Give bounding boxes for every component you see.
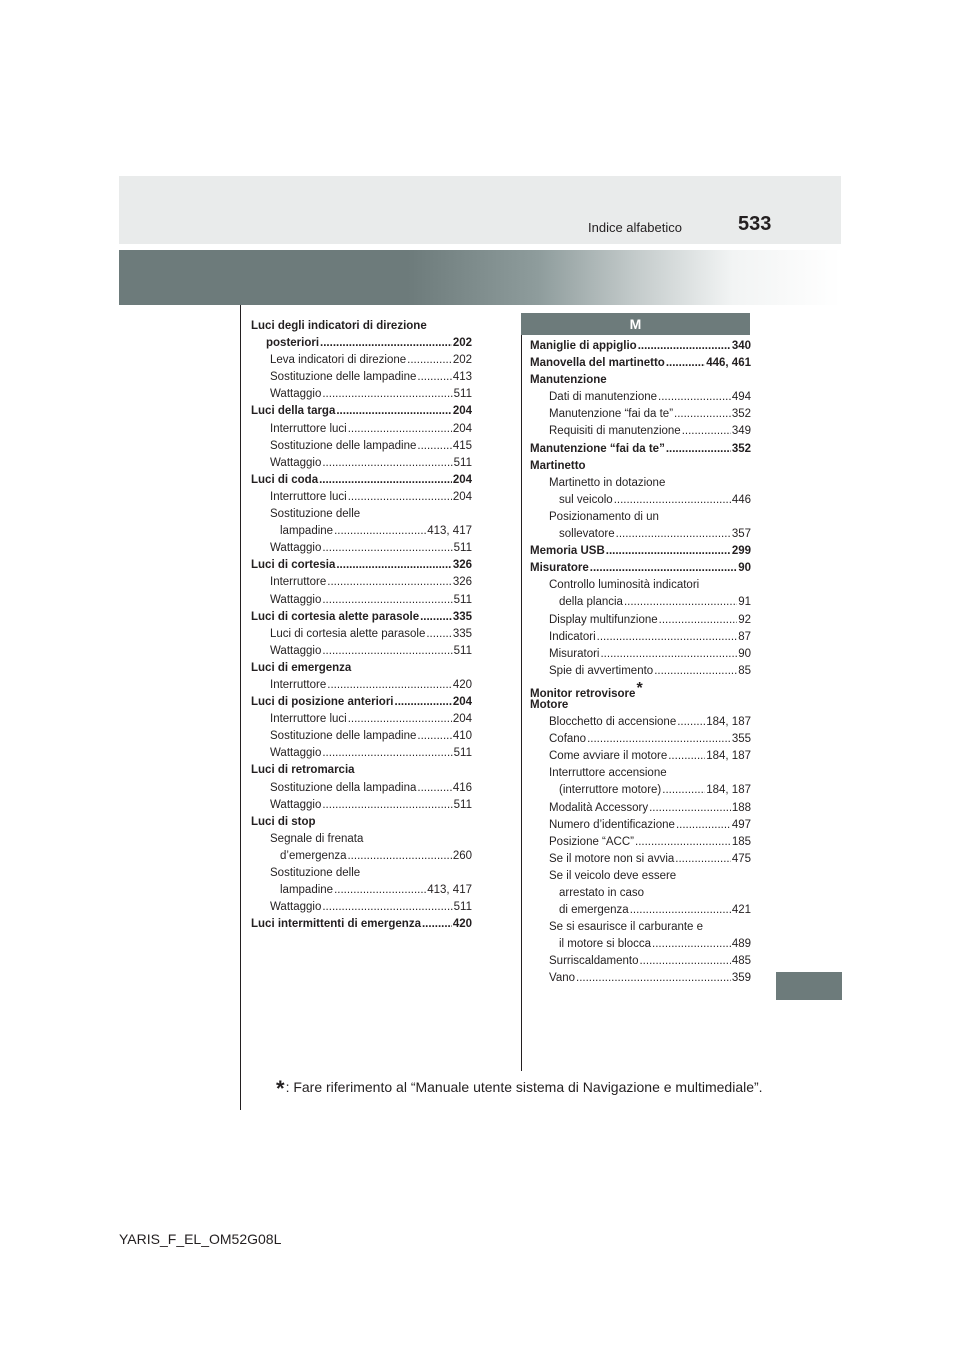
entry-text: Posizionamento di un — [549, 510, 659, 523]
entry-page-ref: 410 — [452, 730, 472, 743]
index-entry — [530, 970, 751, 987]
dot-leader — [420, 609, 452, 626]
index-column-right — [530, 338, 751, 988]
dot-leader — [676, 817, 731, 834]
dot-leader — [348, 489, 452, 506]
entry-text: Posizione “ACC” — [549, 835, 634, 848]
entry-page-ref: 92 — [738, 613, 751, 626]
index-entry — [530, 834, 751, 851]
index-entry — [530, 902, 751, 919]
entry-page-ref: 202 — [452, 354, 472, 367]
dot-leader — [417, 369, 451, 386]
entry-text: Cofano — [549, 733, 587, 746]
dot-leader — [624, 594, 737, 611]
entry-page-ref: 420 — [452, 678, 472, 691]
entry-text: Interruttore accensione — [549, 767, 667, 780]
entry-page-ref: 355 — [731, 733, 751, 746]
index-entry — [251, 506, 472, 523]
entry-text: Luci di cortesia alette parasole — [270, 627, 426, 640]
entry-page-ref: 184, 187 — [706, 784, 751, 797]
entry-text: Wattaggio — [270, 901, 322, 914]
entry-text: d’emergenza — [280, 849, 347, 862]
dot-leader — [327, 574, 452, 591]
entry-text: Manutenzione — [530, 374, 607, 387]
index-entry — [251, 694, 472, 711]
index-entry — [530, 441, 751, 458]
entry-text: Sostituzione delle — [270, 508, 361, 521]
index-entry — [251, 455, 472, 472]
index-entry — [251, 745, 472, 762]
dot-leader — [348, 421, 452, 438]
entry-page-ref: 357 — [731, 528, 751, 541]
entry-text: Monitor retrovisore — [530, 687, 636, 700]
index-entry — [251, 899, 472, 916]
entry-text: Luci degli indicatori di direzione — [251, 320, 427, 332]
entry-page-ref: 204 — [452, 696, 472, 709]
dot-leader — [649, 800, 731, 817]
dot-leader — [417, 438, 451, 455]
dot-leader — [322, 540, 452, 557]
entry-page-ref: 413, 417 — [427, 884, 472, 897]
entry-page-ref: 511 — [453, 542, 472, 555]
dot-leader — [614, 492, 731, 509]
index-entry — [251, 609, 472, 626]
entry-page-ref: 446, 461 — [706, 357, 751, 370]
index-entry — [530, 697, 751, 714]
entry-page-ref: 204 — [452, 713, 472, 726]
index-entry — [251, 677, 472, 694]
index-entry — [251, 728, 472, 745]
entry-page-ref: 202 — [452, 337, 472, 350]
entry-text: Interruttore — [270, 678, 327, 691]
dot-leader — [348, 711, 452, 728]
index-entry — [251, 762, 472, 779]
entry-text: Luci di posizione anteriori — [251, 696, 394, 709]
index-entry — [530, 338, 751, 355]
entry-text: Segnale di frenata — [270, 832, 364, 845]
index-entry — [251, 797, 472, 814]
entry-text: Maniglie di appiglio — [530, 340, 637, 352]
entry-text: Luci di retromarcia — [251, 764, 355, 777]
entry-text: Sostituzione delle lampadine — [270, 371, 417, 384]
index-entry — [251, 831, 472, 848]
index-entry — [530, 629, 751, 646]
dot-leader — [659, 612, 738, 629]
index-entry — [530, 817, 751, 834]
left-margin-rule — [240, 305, 241, 1110]
entry-text: Luci di cortesia — [251, 559, 336, 572]
dot-leader — [322, 455, 452, 472]
entry-page-ref: 90 — [738, 647, 751, 660]
entry-text: Sostituzione delle lampadine — [270, 730, 417, 743]
dot-leader — [652, 936, 731, 953]
entry-text: Dati di manutenzione — [549, 391, 658, 404]
index-entry — [530, 509, 751, 526]
entry-page-ref: 420 — [452, 918, 472, 931]
entry-page-ref: 349 — [731, 425, 751, 438]
entry-page-ref: 421 — [731, 904, 751, 917]
dot-leader — [322, 386, 452, 403]
entry-text: Sostituzione della lampadina — [270, 781, 417, 794]
entry-page-ref: 185 — [731, 835, 751, 848]
index-column-left — [251, 318, 472, 933]
section-title: Indice alfabetico — [588, 220, 682, 235]
index-entry — [251, 438, 472, 455]
entry-page-ref: 511 — [453, 456, 472, 469]
entry-text: Wattaggio — [270, 542, 322, 555]
entry-page-ref: 511 — [453, 901, 472, 914]
dot-leader — [322, 899, 452, 916]
entry-page-ref: 511 — [453, 644, 472, 657]
index-entry — [251, 386, 472, 403]
dot-leader — [407, 352, 452, 369]
entry-text: Interruttore luci — [270, 490, 347, 503]
index-entry — [251, 882, 472, 899]
entry-text: Interruttore — [270, 576, 327, 589]
column-divider — [521, 335, 522, 1071]
index-entry — [251, 780, 472, 797]
index-entry — [251, 403, 472, 420]
index-entry — [530, 748, 751, 765]
entry-text: lampadine — [280, 525, 334, 538]
entry-text: Manovella del martinetto — [530, 357, 665, 370]
index-entry — [530, 458, 751, 475]
footnote-star: * — [276, 1076, 285, 1101]
index-entry — [530, 526, 751, 543]
dot-leader — [597, 629, 738, 646]
entry-text: sollevatore — [559, 528, 615, 541]
entry-page-ref: 413 — [452, 371, 472, 384]
index-entry — [251, 814, 472, 831]
chapter-tab — [776, 972, 842, 1000]
entry-text: Se il veicolo deve essere — [549, 869, 677, 882]
index-entry — [530, 543, 751, 560]
index-entry — [530, 406, 751, 423]
index-entry — [530, 594, 751, 611]
entry-page-ref: 260 — [452, 849, 472, 862]
dot-leader — [654, 663, 737, 680]
entry-text: lampadine — [280, 884, 334, 897]
index-entry — [251, 626, 472, 643]
entry-page-ref: 489 — [731, 938, 751, 951]
index-entry — [251, 660, 472, 677]
index-entry — [251, 352, 472, 369]
entry-text: Luci di emergenza — [251, 661, 352, 674]
entry-text: Indicatori — [549, 630, 596, 643]
entry-text: Requisiti di manutenzione — [549, 425, 681, 438]
entry-text: Martinetto — [530, 459, 586, 472]
entry-text: Wattaggio — [270, 644, 322, 657]
dot-leader — [658, 389, 731, 406]
entry-page-ref: 511 — [453, 798, 472, 811]
dot-leader — [666, 355, 705, 372]
entry-text: Luci di coda — [251, 473, 319, 486]
entry-text: Luci di cortesia alette parasole — [251, 610, 420, 623]
dot-leader — [422, 916, 452, 933]
dot-leader — [417, 780, 451, 797]
entry-page-ref: 352 — [731, 442, 751, 455]
index-entry — [530, 560, 751, 577]
index-entry — [530, 765, 751, 782]
entry-page-ref: 352 — [731, 408, 751, 421]
entry-text: sul veicolo — [559, 493, 613, 506]
entry-page-ref: 511 — [453, 747, 472, 760]
dot-leader — [327, 677, 452, 694]
entry-text: Blocchetto di accensione — [549, 716, 677, 729]
dot-leader — [682, 423, 731, 440]
entry-text: (interruttore motore) — [559, 784, 662, 797]
entry-page-ref: 85 — [738, 664, 751, 677]
index-entry — [251, 557, 472, 574]
index-entry — [251, 916, 472, 933]
footer-document-code: YARIS_F_EL_OM52G08L — [119, 1231, 282, 1247]
dot-leader — [336, 403, 451, 420]
index-entry — [530, 868, 751, 885]
entry-text: Manutenzione “fai da te” — [549, 408, 674, 421]
index-entry — [530, 663, 751, 680]
entry-text: di emergenza — [559, 904, 629, 917]
index-entry — [251, 523, 472, 540]
index-entry — [530, 577, 751, 594]
index-entry — [530, 714, 751, 731]
entry-text: posteriori — [266, 337, 320, 350]
entry-page-ref: 326 — [452, 559, 472, 572]
entry-text: Manutenzione “fai da te” — [530, 442, 665, 455]
entry-text: Luci di stop — [251, 815, 316, 828]
index-entry — [251, 643, 472, 660]
entry-text: Interruttore luci — [270, 422, 347, 435]
dot-leader — [677, 714, 705, 731]
entry-page-ref: 415 — [452, 439, 472, 452]
dot-leader — [322, 592, 452, 609]
index-entry — [530, 492, 751, 509]
dot-leader — [639, 953, 730, 970]
entry-page-ref: 511 — [453, 593, 472, 606]
header-bar — [119, 176, 841, 244]
dot-leader — [606, 543, 731, 560]
entry-text: il motore si blocca — [559, 938, 652, 951]
dot-leader — [417, 728, 451, 745]
dot-leader — [675, 851, 731, 868]
index-entry — [251, 865, 472, 882]
entry-text: Spie di avvertimento — [549, 664, 654, 677]
dot-leader — [322, 745, 452, 762]
entry-page-ref: 204 — [452, 473, 472, 486]
entry-text: Misuratore — [530, 562, 589, 575]
footnote — [276, 1076, 763, 1102]
index-entry — [530, 646, 751, 663]
index-entry — [530, 612, 751, 629]
entry-page-ref: 91 — [738, 596, 751, 609]
entry-text: Luci della targa — [251, 405, 336, 418]
dot-leader — [638, 338, 731, 355]
index-entry — [530, 679, 751, 700]
entry-text: Vano — [549, 972, 576, 985]
entry-page-ref: 413, 417 — [427, 525, 472, 538]
index-entry — [251, 421, 472, 438]
entry-page-ref: 416 — [452, 781, 472, 794]
dot-leader — [668, 748, 705, 765]
dot-leader — [347, 848, 451, 865]
entry-page-ref: 335 — [452, 627, 472, 640]
dot-leader — [334, 523, 426, 540]
entry-text: Leva indicatori di direzione — [270, 354, 407, 367]
index-entry — [251, 335, 472, 352]
entry-page-ref: 446 — [731, 493, 751, 506]
index-entry — [251, 369, 472, 386]
dot-leader — [587, 731, 731, 748]
entry-text: arrestato in caso — [559, 887, 645, 899]
index-entry — [530, 389, 751, 406]
dot-leader — [322, 643, 452, 660]
page-number: 533 — [738, 213, 772, 235]
footnote-reference-star: * — [636, 679, 643, 697]
dot-leader — [334, 882, 426, 899]
entry-text: Modalità Accessory — [549, 801, 649, 814]
index-entry — [530, 372, 751, 389]
index-entry — [251, 540, 472, 557]
entry-text: Come avviare il motore — [549, 750, 668, 763]
entry-page-ref: 204 — [452, 490, 472, 503]
entry-text: Se il motore non si avvia — [549, 852, 675, 865]
index-entry — [530, 953, 751, 970]
entry-text: Wattaggio — [270, 798, 322, 811]
entry-page-ref: 494 — [731, 391, 751, 404]
entry-text: Misuratori — [549, 647, 600, 660]
entry-page-ref: 188 — [731, 801, 751, 814]
index-entry — [530, 782, 751, 799]
dot-leader — [576, 970, 731, 987]
entry-text: Controllo luminosità indicatori — [549, 579, 700, 592]
entry-page-ref: 497 — [731, 818, 751, 831]
entry-text: Wattaggio — [270, 388, 322, 401]
entry-text: Martinetto in dotazione — [549, 476, 666, 489]
entry-text: Interruttore luci — [270, 713, 347, 726]
index-entry — [251, 574, 472, 591]
entry-text: Se si esaurisce il carburante e — [549, 921, 704, 934]
index-entry — [530, 885, 751, 902]
entry-page-ref: 184, 187 — [706, 716, 751, 729]
entry-page-ref: 184, 187 — [706, 750, 751, 763]
dot-leader — [616, 526, 731, 543]
entry-text: Luci intermittenti di emergenza — [251, 918, 421, 931]
dot-leader — [674, 406, 731, 423]
entry-page-ref: 335 — [452, 610, 472, 623]
dot-leader — [320, 335, 452, 352]
index-entry — [251, 318, 472, 335]
entry-text: Sostituzione delle lampadine — [270, 439, 417, 452]
entry-page-ref: 485 — [731, 955, 751, 968]
index-entry — [530, 475, 751, 492]
dot-leader — [666, 441, 731, 458]
entry-text: della plancia — [559, 596, 623, 609]
entry-page-ref: 511 — [453, 388, 472, 401]
letter-header-m: M — [521, 313, 750, 335]
dot-leader — [590, 560, 737, 577]
dot-leader — [600, 646, 737, 663]
index-entry — [530, 355, 751, 372]
entry-text: Wattaggio — [270, 456, 322, 469]
index-entry — [530, 800, 751, 817]
entry-text: Motore — [530, 698, 569, 711]
entry-page-ref: 299 — [731, 545, 751, 558]
entry-page-ref: 359 — [731, 972, 751, 985]
entry-page-ref: 475 — [731, 852, 751, 865]
index-entry — [530, 423, 751, 440]
index-entry — [251, 848, 472, 865]
index-entry — [530, 936, 751, 953]
dot-leader — [662, 782, 705, 799]
entry-text: Wattaggio — [270, 593, 322, 606]
index-entry — [530, 851, 751, 868]
entry-text: Numero d’identificazione — [549, 818, 675, 831]
entry-text: Surriscaldamento — [549, 955, 639, 968]
index-entry — [251, 472, 472, 489]
dot-leader — [635, 834, 731, 851]
entry-text: Wattaggio — [270, 747, 322, 760]
dot-leader — [322, 797, 452, 814]
dot-leader — [395, 694, 452, 711]
footnote-text: : Fare riferimento al “Manuale utente sistema di Navigazione e multimediale”. — [285, 1079, 763, 1095]
entry-page-ref: 87 — [738, 630, 751, 643]
entry-page-ref: 340 — [731, 340, 751, 352]
dot-leader — [336, 557, 451, 574]
entry-text: Memoria USB — [530, 545, 605, 558]
entry-text: Sostituzione delle — [270, 867, 361, 879]
index-entry — [251, 592, 472, 609]
entry-page-ref: 204 — [452, 405, 472, 418]
index-entry — [530, 731, 751, 748]
entry-page-ref: 90 — [738, 562, 751, 575]
dot-leader — [426, 626, 451, 643]
entry-text: Display multifunzione — [549, 613, 658, 626]
entry-page-ref: 204 — [452, 422, 472, 435]
index-entry — [251, 489, 472, 506]
entry-page-ref: 326 — [452, 576, 472, 589]
dot-leader — [319, 472, 452, 489]
index-entry — [251, 711, 472, 728]
index-entry — [530, 919, 751, 936]
gradient-banner — [119, 250, 841, 305]
dot-leader — [630, 902, 731, 919]
